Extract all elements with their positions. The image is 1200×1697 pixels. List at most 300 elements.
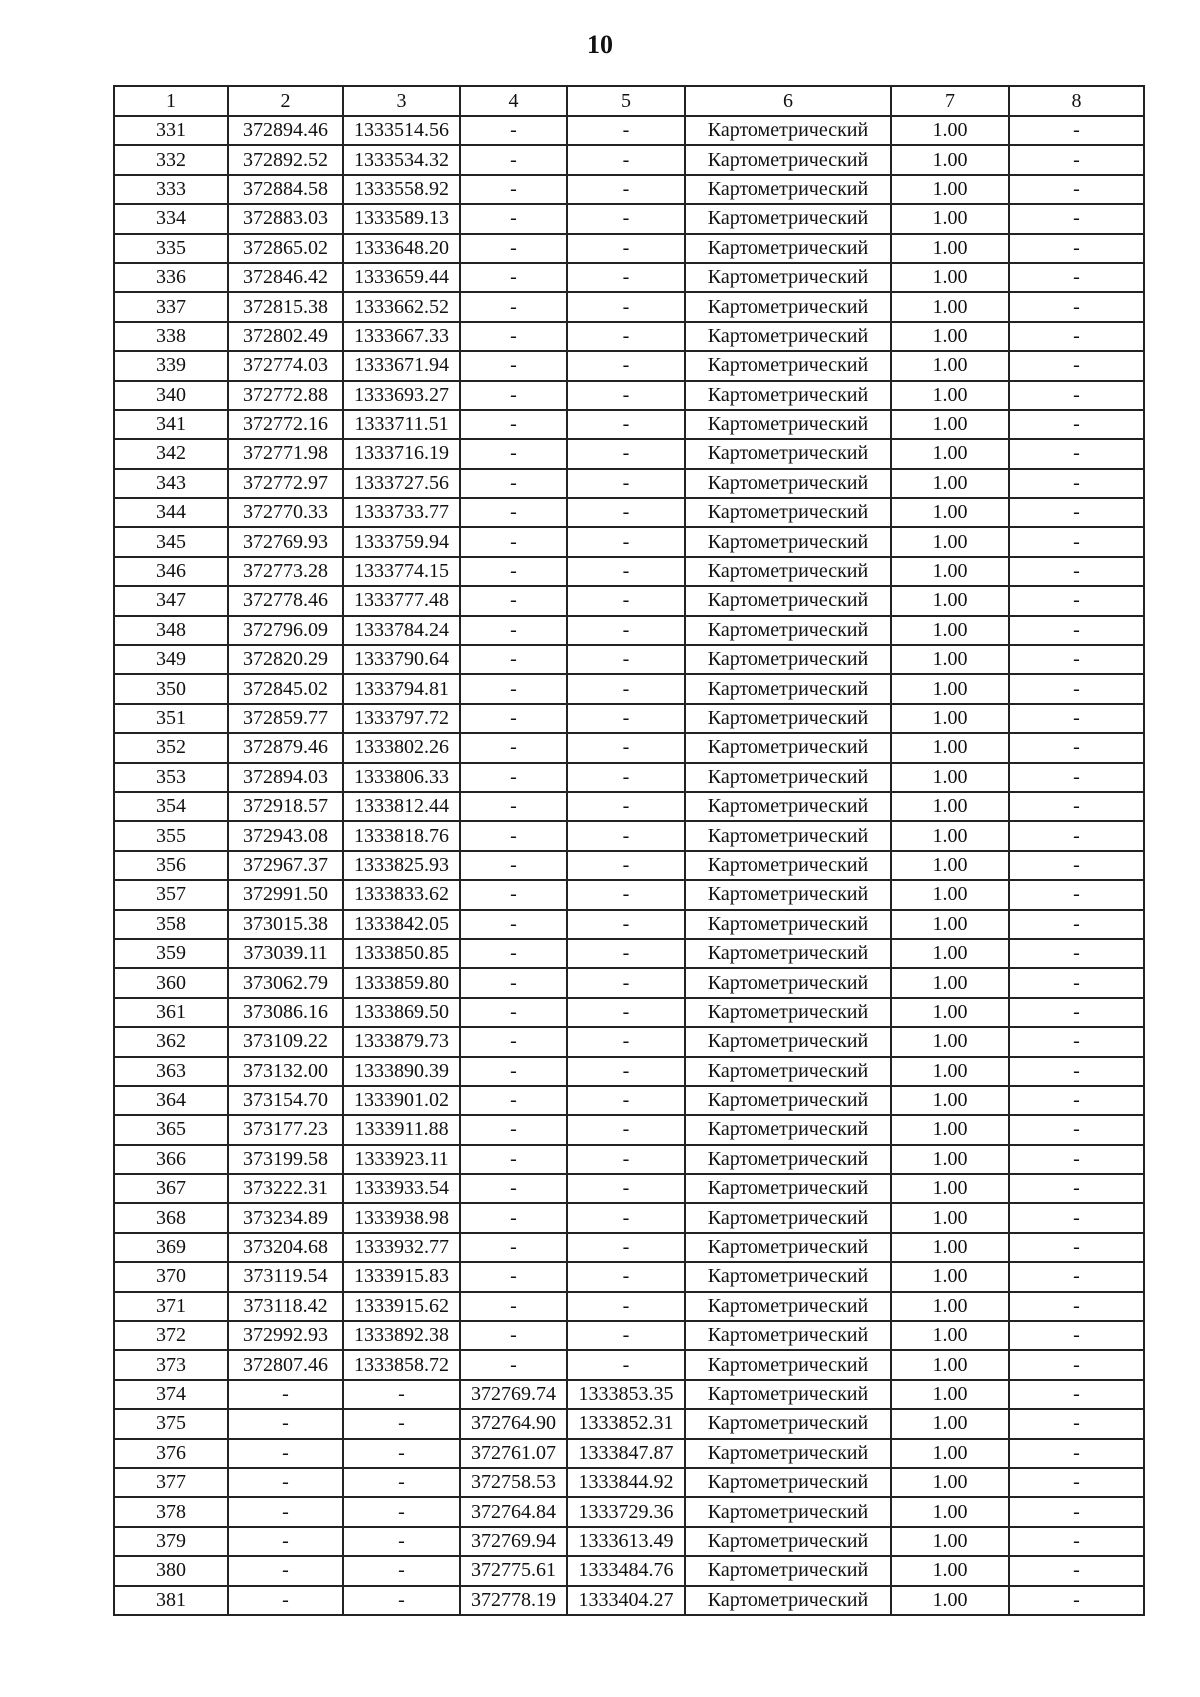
table-cell: - [460,616,567,645]
table-cell: Картометрический [685,1086,891,1115]
table-cell: 379 [114,1527,228,1556]
table-cell: 373015.38 [228,910,343,939]
table-cell: Картометрический [685,527,891,556]
table-cell: - [1009,1527,1144,1556]
table-cell: Картометрический [685,1350,891,1379]
table-cell: 372772.88 [228,381,343,410]
table-row [114,1380,1144,1409]
table-row [114,792,1144,821]
table-cell: 372859.77 [228,704,343,733]
table-cell: - [1009,1262,1144,1291]
table-cell: 1333794.81 [343,674,460,703]
table-cell: 373177.23 [228,1115,343,1144]
table-cell: 372918.57 [228,792,343,821]
table-row [114,763,1144,792]
table-cell: 355 [114,821,228,850]
table-cell: 372764.90 [460,1409,567,1438]
table-cell: - [460,351,567,380]
table-cell: Картометрический [685,498,891,527]
table-cell: 352 [114,733,228,762]
table-cell: Картометрический [685,410,891,439]
table-cell: 1.00 [891,1527,1009,1556]
table-cell: 1.00 [891,704,1009,733]
table-cell: Картометрический [685,704,891,733]
table-cell: - [567,851,685,880]
table-row [114,381,1144,410]
table-cell: 1.00 [891,1350,1009,1379]
table-cell: Картометрический [685,1115,891,1144]
table-row [114,1497,1144,1526]
table-cell: - [1009,1350,1144,1379]
table-row [114,1527,1144,1556]
table-row [114,204,1144,233]
table-cell: 373119.54 [228,1262,343,1291]
table-cell: 1.00 [891,175,1009,204]
table-cell: Картометрический [685,763,891,792]
table-cell: - [228,1586,343,1615]
table-cell: Картометрический [685,234,891,263]
table-row [114,1321,1144,1350]
table-cell: Картометрический [685,1380,891,1409]
table-cell: - [1009,1233,1144,1262]
table-cell: - [343,1409,460,1438]
table-cell: - [1009,910,1144,939]
table-cell: - [460,1086,567,1115]
table-cell: 361 [114,998,228,1027]
table-cell: - [567,175,685,204]
table-cell: 357 [114,880,228,909]
table-cell: 372772.97 [228,469,343,498]
table-cell: 1333790.64 [343,645,460,674]
table-cell: 371 [114,1292,228,1321]
table-cell: - [567,469,685,498]
table-cell: 353 [114,763,228,792]
table-cell: 1.00 [891,998,1009,1027]
table-cell: 372761.07 [460,1439,567,1468]
table-cell: - [460,763,567,792]
table-cell: 1.00 [891,1468,1009,1497]
table-cell: - [460,1321,567,1350]
table-cell: - [1009,1468,1144,1497]
table-cell: - [1009,1203,1144,1232]
table-cell: - [1009,1115,1144,1144]
table-cell: - [567,1115,685,1144]
table-cell: - [460,234,567,263]
table-cell: - [460,145,567,174]
table-cell: Картометрический [685,1556,891,1585]
table-cell: - [1009,792,1144,821]
table-cell: 1.00 [891,968,1009,997]
table-cell: 336 [114,263,228,292]
table-cell: 373132.00 [228,1057,343,1086]
table-cell: 358 [114,910,228,939]
column-header: 3 [343,86,460,116]
table-cell: Картометрический [685,175,891,204]
table-cell: - [460,292,567,321]
table-cell: 1.00 [891,1556,1009,1585]
table-cell: 375 [114,1409,228,1438]
table-cell: - [460,557,567,586]
table-cell: 372778.46 [228,586,343,615]
table-cell: - [460,498,567,527]
table-cell: - [567,381,685,410]
table-cell: 373118.42 [228,1292,343,1321]
table-cell: - [460,1350,567,1379]
table-cell: 1333892.38 [343,1321,460,1350]
table-cell: Картометрический [685,1321,891,1350]
table-cell: 373234.89 [228,1203,343,1232]
table-cell: - [228,1380,343,1409]
table-cell: - [1009,263,1144,292]
table-cell: 1.00 [891,410,1009,439]
table-cell: 372992.93 [228,1321,343,1350]
table-cell: - [460,469,567,498]
table-cell: - [567,586,685,615]
table-cell: - [567,1057,685,1086]
table-cell: Картометрический [685,351,891,380]
table-cell: 342 [114,439,228,468]
table-cell: 1333802.26 [343,733,460,762]
table-cell: - [567,1321,685,1350]
table-cell: - [460,851,567,880]
table-cell: 1333404.27 [567,1586,685,1615]
table-row [114,1262,1144,1291]
table-cell: 356 [114,851,228,880]
table-cell: 1333733.77 [343,498,460,527]
table-cell: - [567,645,685,674]
table-row [114,1468,1144,1497]
table-cell: 372769.94 [460,1527,567,1556]
table-cell: 376 [114,1439,228,1468]
table-cell: - [567,351,685,380]
table-cell: - [460,968,567,997]
table-cell: 359 [114,939,228,968]
table-cell: - [1009,851,1144,880]
table-cell: Картометрический [685,586,891,615]
table-cell: Картометрический [685,381,891,410]
table-cell: 1.00 [891,1409,1009,1438]
table-cell: - [343,1468,460,1497]
table-row [114,1586,1144,1615]
table-cell: - [567,410,685,439]
table-cell: - [1009,234,1144,263]
table-cell: - [567,1027,685,1056]
table-cell: - [1009,586,1144,615]
table-cell: 380 [114,1556,228,1585]
table-row [114,292,1144,321]
table-cell: 372894.03 [228,763,343,792]
table-cell: Картометрический [685,939,891,968]
table-cell: 372943.08 [228,821,343,850]
table-cell: 1.00 [891,1439,1009,1468]
table-cell: - [567,322,685,351]
table-cell: Картометрический [685,1233,891,1262]
table-cell: 1.00 [891,1233,1009,1262]
table-cell: - [1009,469,1144,498]
table-cell: 1333933.54 [343,1174,460,1203]
table-cell: 372796.09 [228,616,343,645]
table-cell: 1333812.44 [343,792,460,821]
table-cell: 372778.19 [460,1586,567,1615]
table-cell: - [460,204,567,233]
table-cell: 1333693.27 [343,381,460,410]
table-cell: 373109.22 [228,1027,343,1056]
table-cell: - [460,704,567,733]
table-cell: 1.00 [891,645,1009,674]
table-cell: - [1009,616,1144,645]
table-cell: 339 [114,351,228,380]
table-cell: - [1009,968,1144,997]
table-cell: 1333847.87 [567,1439,685,1468]
table-cell: 372845.02 [228,674,343,703]
table-cell: 1.00 [891,1321,1009,1350]
table-cell: 1333901.02 [343,1086,460,1115]
table-cell: - [460,175,567,204]
table-cell: 354 [114,792,228,821]
table-cell: 1.00 [891,733,1009,762]
table-cell: - [567,910,685,939]
table-cell: 351 [114,704,228,733]
table-cell: - [1009,175,1144,204]
table-cell: 349 [114,645,228,674]
table-cell: 1333915.62 [343,1292,460,1321]
table-cell: 373204.68 [228,1233,343,1262]
table-cell: 374 [114,1380,228,1409]
table-cell: - [460,880,567,909]
table-cell: - [460,1174,567,1203]
table-cell: 1.00 [891,351,1009,380]
column-header: 4 [460,86,567,116]
table-cell: - [343,1556,460,1585]
table-cell: - [228,1556,343,1585]
table-cell: - [460,645,567,674]
table-cell: 1.00 [891,910,1009,939]
table-cell: - [1009,1586,1144,1615]
table-cell: - [460,998,567,1027]
column-header: 6 [685,86,891,116]
table-cell: 1333671.94 [343,351,460,380]
table-cell: - [460,1115,567,1144]
table-cell: 366 [114,1145,228,1174]
table-cell: - [567,880,685,909]
table-cell: 1333890.39 [343,1057,460,1086]
table-cell: Картометрический [685,439,891,468]
table-cell: 1333915.83 [343,1262,460,1291]
table-cell: 1333879.73 [343,1027,460,1056]
table-cell: 1.00 [891,1380,1009,1409]
table-cell: - [567,1086,685,1115]
table-cell: 372758.53 [460,1468,567,1497]
table-cell: 372846.42 [228,263,343,292]
table-cell: 1.00 [891,1203,1009,1232]
table-cell: 335 [114,234,228,263]
table-cell: - [343,1527,460,1556]
table-cell: 1.00 [891,821,1009,850]
table-cell: 1.00 [891,1497,1009,1526]
table-cell: Картометрический [685,322,891,351]
column-header: 1 [114,86,228,116]
table-row [114,1174,1144,1203]
table-row [114,1292,1144,1321]
page-number: 10 [587,30,613,59]
table-row [114,410,1144,439]
table-cell: 373086.16 [228,998,343,1027]
table-cell: 368 [114,1203,228,1232]
table-cell: 338 [114,322,228,351]
table-row [114,469,1144,498]
table-cell: 347 [114,586,228,615]
table-cell: - [567,439,685,468]
table-row [114,586,1144,615]
table-row [114,821,1144,850]
table-cell: 1333911.88 [343,1115,460,1144]
table-cell: - [567,1203,685,1232]
table-cell: - [1009,1321,1144,1350]
table-row [114,910,1144,939]
table-cell: 1333727.56 [343,469,460,498]
table-body [114,116,1144,1615]
column-header: 2 [228,86,343,116]
table-cell: 373199.58 [228,1145,343,1174]
table-cell: 372775.61 [460,1556,567,1585]
table-cell: Картометрический [685,204,891,233]
table-row [114,1145,1144,1174]
table-cell: - [1009,557,1144,586]
table-cell: Картометрический [685,616,891,645]
table-cell: 1333534.32 [343,145,460,174]
table-row [114,175,1144,204]
table-cell: 1333784.24 [343,616,460,645]
table-cell: 372879.46 [228,733,343,762]
table-cell: 372771.98 [228,439,343,468]
table-cell: 1.00 [891,469,1009,498]
table-cell: 1333850.85 [343,939,460,968]
table-cell: - [567,498,685,527]
table-cell: - [1009,145,1144,174]
table-cell: 1.00 [891,1027,1009,1056]
table-cell: Картометрический [685,1203,891,1232]
table-cell: Картометрический [685,1292,891,1321]
table-cell: Картометрический [685,1468,891,1497]
table-row [114,616,1144,645]
table-cell: 1.00 [891,1174,1009,1203]
table-cell: - [460,1262,567,1291]
table-cell: 1.00 [891,381,1009,410]
table-cell: - [567,998,685,1027]
table-cell: - [228,1497,343,1526]
table-row [114,1027,1144,1056]
table-cell: 372820.29 [228,645,343,674]
table-cell: 373062.79 [228,968,343,997]
table-cell: 372772.16 [228,410,343,439]
table-cell: - [1009,1292,1144,1321]
table-cell: 370 [114,1262,228,1291]
table-row [114,1409,1144,1438]
table-cell: - [1009,527,1144,556]
table-cell: 1333716.19 [343,439,460,468]
table-cell: - [1009,998,1144,1027]
table-cell: - [460,410,567,439]
table-cell: 1.00 [891,292,1009,321]
table-cell: 372764.84 [460,1497,567,1526]
table-cell: - [1009,1497,1144,1526]
table-cell: 363 [114,1057,228,1086]
table-row [114,1086,1144,1115]
table-cell: 373 [114,1350,228,1379]
table-cell: 1333852.31 [567,1409,685,1438]
table-cell: 367 [114,1174,228,1203]
table-cell: 372770.33 [228,498,343,527]
table-cell: - [567,1233,685,1262]
table-cell: 1.00 [891,586,1009,615]
table-cell: - [567,968,685,997]
table-cell: - [567,116,685,145]
table-cell: 1333932.77 [343,1233,460,1262]
table-row [114,645,1144,674]
table-cell: - [1009,116,1144,145]
table-cell: - [1009,1027,1144,1056]
table-row [114,939,1144,968]
table-row [114,674,1144,703]
table-cell: Картометрический [685,910,891,939]
table-cell: 1333859.80 [343,968,460,997]
table-cell: 373039.11 [228,939,343,968]
table-cell: - [1009,1174,1144,1203]
table-cell: 1333853.35 [567,1380,685,1409]
table-cell: - [1009,381,1144,410]
table-cell: Картометрический [685,469,891,498]
table-cell: 360 [114,968,228,997]
table-cell: 1333818.76 [343,821,460,850]
table-cell: - [567,263,685,292]
table-cell: 1333774.15 [343,557,460,586]
table-row [114,1115,1144,1144]
table-cell: - [228,1527,343,1556]
table-cell: 381 [114,1586,228,1615]
coordinates-table [113,85,1145,1616]
table-cell: - [567,1292,685,1321]
table-cell: - [460,586,567,615]
table-cell: - [1009,1439,1144,1468]
table-cell: - [1009,292,1144,321]
table-cell: - [1009,1145,1144,1174]
table-cell: Картометрический [685,1439,891,1468]
table-cell: 1.00 [891,322,1009,351]
table-cell: 1333667.33 [343,322,460,351]
table-cell: 1333514.56 [343,116,460,145]
table-cell: 1333662.52 [343,292,460,321]
table-cell: 334 [114,204,228,233]
table-row [114,498,1144,527]
table-cell: 350 [114,674,228,703]
table-cell: - [460,1203,567,1232]
table-cell: - [567,763,685,792]
table-cell: 1333558.92 [343,175,460,204]
table-cell: - [567,616,685,645]
table-cell: 372967.37 [228,851,343,880]
table-cell: - [460,1145,567,1174]
table-cell: 345 [114,527,228,556]
table-cell: - [460,1233,567,1262]
table-cell: 1.00 [891,263,1009,292]
table-cell: Картометрический [685,1262,891,1291]
table-cell: 365 [114,1115,228,1144]
table-cell: 1.00 [891,616,1009,645]
table-cell: - [460,1292,567,1321]
table-cell: - [567,674,685,703]
table-cell: Картометрический [685,1174,891,1203]
table-cell: - [343,1380,460,1409]
